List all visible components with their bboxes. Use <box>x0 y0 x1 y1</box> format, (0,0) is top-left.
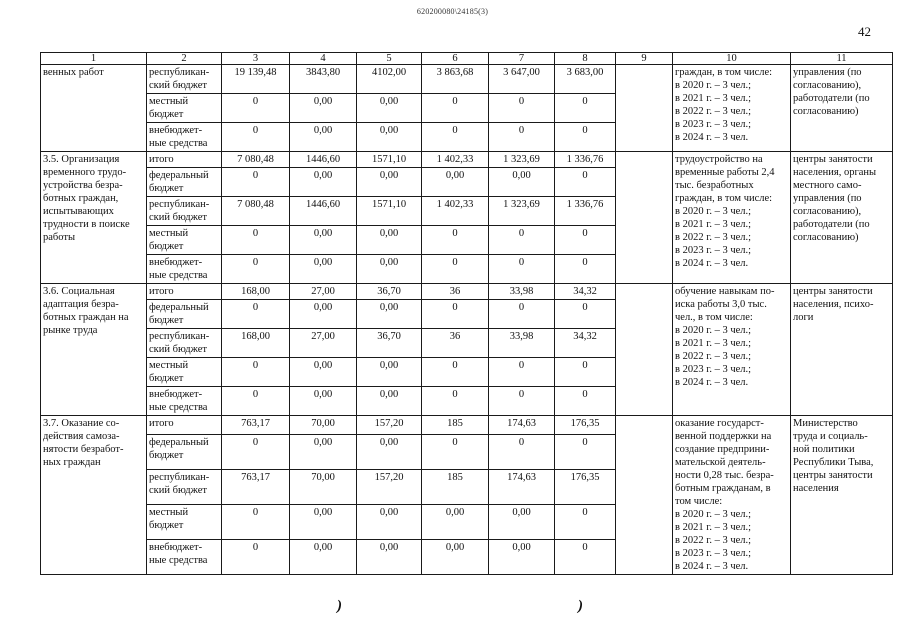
measure-title-line: ботных граждан на <box>43 312 129 323</box>
funding-source-line: республикан- <box>149 67 210 78</box>
amount-cell: 3 683,00 <box>555 65 616 94</box>
table-row <box>41 284 893 300</box>
amount-cell: 1446,60 <box>290 197 357 226</box>
measure-title-line: действия самоза- <box>43 431 120 442</box>
funding-source-line: бюджет <box>149 109 184 120</box>
column-number: 8 <box>555 53 616 65</box>
amount-cell: 36 <box>422 284 489 300</box>
amount-cell: 0,00 <box>422 540 489 575</box>
document-code: 620200080\24185(3) <box>416 7 489 16</box>
amount-cell: 0 <box>222 435 290 470</box>
responsible-executor-line: работодатели (по <box>793 219 870 230</box>
funding-source <box>147 123 222 152</box>
amount-cell: 0 <box>222 226 290 255</box>
responsible-executor-line: населения <box>793 483 839 494</box>
funding-source <box>147 197 222 226</box>
expected-result-line: оказание государст- <box>675 418 764 429</box>
amount-cell: 0 <box>555 168 616 197</box>
responsible-executor-line: местного само- <box>793 180 862 191</box>
amount-cell: 0 <box>555 255 616 284</box>
column-number: 1 <box>41 53 147 65</box>
expected-result-line: в 2023 г. – 3 чел.; <box>675 548 752 559</box>
amount-cell: 1 402,33 <box>422 197 489 226</box>
funding-source <box>147 540 222 575</box>
amount-cell: 0 <box>222 168 290 197</box>
expected-result-line: в 2022 г. – 3 чел.; <box>675 535 752 546</box>
responsible-executor <box>791 284 893 416</box>
budget-table <box>40 52 893 575</box>
amount-cell: 176,35 <box>555 470 616 505</box>
amount-cell: 19 139,48 <box>222 65 290 94</box>
funding-source-line: ные средства <box>149 555 208 567</box>
expected-result-line: в 2023 г. – 3 чел.; <box>675 119 752 130</box>
amount-cell: 0,00 <box>290 300 357 329</box>
amount-cell: 36,70 <box>357 329 422 358</box>
amount-cell: 1571,10 <box>357 152 422 168</box>
amount-cell: 0,00 <box>357 255 422 284</box>
expected-result-line: том числе: <box>675 496 723 507</box>
amount-cell: 1 323,69 <box>489 152 555 168</box>
funding-source-line: федеральный <box>149 302 209 313</box>
measure-title-line: устройства безра- <box>43 180 123 191</box>
responsible-executor-line: ной политики <box>793 444 855 455</box>
amount-cell: 0,00 <box>422 505 489 540</box>
amount-cell: 3843,80 <box>290 65 357 94</box>
column-number: 5 <box>357 53 422 65</box>
amount-cell: 0 <box>489 387 555 416</box>
amount-cell: 157,20 <box>357 416 422 435</box>
expected-result-line: в 2022 г. – 3 чел.; <box>675 106 752 117</box>
responsible-executor-line: согласованию) <box>793 232 859 243</box>
responsible-executor-line: Республики Тыва, <box>793 457 874 468</box>
amount-cell: 0,00 <box>357 387 422 416</box>
measure-title-line: трудности в поиске <box>43 219 130 230</box>
amount-cell: 0,00 <box>357 94 422 123</box>
funding-source <box>147 255 222 284</box>
funding-source-line: бюджет <box>149 315 184 326</box>
amount-cell: 3 863,68 <box>422 65 489 94</box>
amount-cell: 0 <box>422 435 489 470</box>
expected-result-line: чел., в том числе: <box>675 312 753 323</box>
funding-source-line: ский бюджет <box>149 485 207 497</box>
expected-result-line: обучение навыкам по- <box>675 286 775 297</box>
amount-cell: 0 <box>555 540 616 575</box>
measure-title-line: 3.7. Оказание со- <box>43 418 120 429</box>
funding-source <box>147 358 222 387</box>
amount-cell: 0 <box>555 300 616 329</box>
amount-cell: 33,98 <box>489 284 555 300</box>
amount-cell: 0 <box>489 94 555 123</box>
amount-cell: 0 <box>222 387 290 416</box>
amount-cell: 1 336,76 <box>555 152 616 168</box>
funding-source <box>147 300 222 329</box>
expected-result-line: мательской деятель- <box>675 457 766 468</box>
amount-cell: 0 <box>422 358 489 387</box>
amount-cell: 0 <box>422 123 489 152</box>
expected-result-line: в 2024 г. – 3 чел. <box>675 377 749 388</box>
funding-source <box>147 329 222 358</box>
amount-cell: 0,00 <box>357 123 422 152</box>
responsible-executor-line: центры занятости <box>793 470 873 481</box>
amount-cell: 763,17 <box>222 416 290 435</box>
amount-cell: 27,00 <box>290 329 357 358</box>
funding-source-line: внебюджет- <box>149 542 203 554</box>
amount-cell: 7 080,48 <box>222 197 290 226</box>
funding-source: итого <box>147 416 222 435</box>
expected-result-line: тыс. безработных <box>675 180 754 191</box>
amount-cell: 0 <box>489 226 555 255</box>
amount-cell: 34,32 <box>555 329 616 358</box>
amount-cell: 0 <box>222 540 290 575</box>
amount-cell: 174,63 <box>489 470 555 505</box>
expected-result-line: граждан, в том числе: <box>675 193 773 204</box>
expected-result-line: в 2021 г. – 3 чел.; <box>675 93 752 104</box>
expected-result <box>673 416 791 575</box>
responsible-executor-line: центры занятости <box>793 154 873 165</box>
column-number: 10 <box>673 53 791 65</box>
measure-title-line: нятости безработ- <box>43 444 124 455</box>
amount-cell: 34,32 <box>555 284 616 300</box>
amount-cell: 0,00 <box>357 435 422 470</box>
amount-cell: 157,20 <box>357 470 422 505</box>
amount-cell: 1 336,76 <box>555 197 616 226</box>
amount-cell: 0 <box>555 387 616 416</box>
expected-result <box>673 152 791 284</box>
funding-source <box>147 505 222 540</box>
amount-cell: 36,70 <box>357 284 422 300</box>
amount-cell: 0 <box>222 505 290 540</box>
funding-source-line: ский бюджет <box>149 80 207 91</box>
funding-source <box>147 94 222 123</box>
amount-cell: 0 <box>422 94 489 123</box>
funding-source <box>147 387 222 416</box>
expected-result-line: в 2023 г. – 3 чел.; <box>675 245 752 256</box>
funding-source <box>147 470 222 505</box>
funding-source-line: республикан- <box>149 331 210 342</box>
funding-source-line: ные средства <box>149 270 208 281</box>
responsible-executor-line: центры занятости <box>793 286 873 297</box>
responsible-executor-line: согласованию), <box>793 206 862 217</box>
expected-result-line: в 2021 г. – 3 чел.; <box>675 219 752 230</box>
funding-source-line: федеральный <box>149 170 209 181</box>
responsible-executor-line: работодатели (по <box>793 93 870 104</box>
amount-cell: 3 647,00 <box>489 65 555 94</box>
amount-cell: 1446,60 <box>290 152 357 168</box>
expected-result-line: в 2023 г. – 3 чел.; <box>675 364 752 375</box>
amount-cell: 0 <box>489 300 555 329</box>
amount-cell: 0,00 <box>357 358 422 387</box>
amount-cell: 1 402,33 <box>422 152 489 168</box>
amount-cell: 7 080,48 <box>222 152 290 168</box>
amount-cell: 0,00 <box>489 168 555 197</box>
expected-result-line: в 2021 г. – 3 чел.; <box>675 522 752 533</box>
measure-title-line: 3.5. Организация <box>43 154 120 165</box>
measure-title-line: ных граждан <box>43 457 101 468</box>
expected-result-line: в 2020 г. – 3 чел.; <box>675 325 752 336</box>
table-row <box>41 65 893 94</box>
amount-cell: 0 <box>222 300 290 329</box>
column-number: 4 <box>290 53 357 65</box>
amount-cell: 763,17 <box>222 470 290 505</box>
amount-cell: 0,00 <box>357 168 422 197</box>
measure-title-line: ботных граждан, <box>43 193 119 204</box>
funding-source-line: бюджет <box>149 450 184 462</box>
amount-cell: 0 <box>422 255 489 284</box>
responsible-executor-line: управления (по <box>793 193 862 204</box>
expected-result-line: в 2022 г. – 3 чел.; <box>675 232 752 243</box>
expected-result-line: в 2024 г. – 3 чел. <box>675 561 749 572</box>
column-number: 2 <box>147 53 222 65</box>
funding-source-line: внебюджет- <box>149 125 203 136</box>
column-number-row <box>41 53 893 65</box>
responsible-executor-line: управления (по <box>793 67 862 78</box>
amount-cell: 0,00 <box>290 94 357 123</box>
responsible-executor-line: населения, органы <box>793 167 877 178</box>
expected-result-line: в 2024 г. – 3 чел. <box>675 258 749 269</box>
amount-cell: 0,00 <box>290 540 357 575</box>
amount-cell: 0 <box>422 226 489 255</box>
column-number: 3 <box>222 53 290 65</box>
funding-source-line: внебюджет- <box>149 257 203 268</box>
page-number: 42 <box>858 24 871 39</box>
amount-cell: 0,00 <box>290 168 357 197</box>
expected-result-line: ности 0,28 тыс. безра- <box>675 470 774 481</box>
empty-cell <box>616 152 673 284</box>
amount-cell: 0,00 <box>290 387 357 416</box>
responsible-executor-line: согласованию), <box>793 80 862 91</box>
empty-cell <box>616 284 673 416</box>
expected-result-line: венной поддержки на <box>675 431 772 442</box>
amount-cell: 0,00 <box>357 505 422 540</box>
amount-cell: 168,00 <box>222 329 290 358</box>
funding-source-line: ский бюджет <box>149 344 207 355</box>
funding-source-line: местный <box>149 360 189 371</box>
measure-title <box>41 416 147 575</box>
amount-cell: 27,00 <box>290 284 357 300</box>
amount-cell: 0 <box>222 358 290 387</box>
amount-cell: 0 <box>555 358 616 387</box>
funding-source-line: внебюджет- <box>149 389 203 400</box>
amount-cell: 0 <box>422 387 489 416</box>
amount-cell: 0 <box>555 435 616 470</box>
responsible-executor <box>791 65 893 152</box>
table-row <box>41 416 893 435</box>
funding-source-line: ский бюджет <box>149 212 207 223</box>
column-number: 9 <box>616 53 673 65</box>
amount-cell: 0,00 <box>290 358 357 387</box>
amount-cell: 176,35 <box>555 416 616 435</box>
measure-title-line: работы <box>43 232 76 243</box>
funding-source-line: республикан- <box>149 472 210 484</box>
amount-cell: 0 <box>222 255 290 284</box>
amount-cell: 0,00 <box>290 123 357 152</box>
funding-source-line: федеральный <box>149 437 209 449</box>
amount-cell: 0 <box>489 123 555 152</box>
funding-source <box>147 168 222 197</box>
amount-cell: 1571,10 <box>357 197 422 226</box>
amount-cell: 174,63 <box>489 416 555 435</box>
measure-title-line: адаптация безра- <box>43 299 119 310</box>
amount-cell: 70,00 <box>290 470 357 505</box>
measure-title-line: временного трудо- <box>43 167 127 178</box>
amount-cell: 0,00 <box>489 540 555 575</box>
expected-result <box>673 284 791 416</box>
funding-source-line: республикан- <box>149 199 210 210</box>
expected-result-line: иска работы 3,0 тыс. <box>675 299 767 310</box>
responsible-executor-line: труда и социаль- <box>793 431 868 442</box>
amount-cell: 0,00 <box>290 505 357 540</box>
amount-cell: 36 <box>422 329 489 358</box>
expected-result-line: ботным гражданам, в <box>675 483 771 494</box>
amount-cell: 0,00 <box>422 168 489 197</box>
funding-source-line: ные средства <box>149 138 208 149</box>
amount-cell: 4102,00 <box>357 65 422 94</box>
amount-cell: 0 <box>555 505 616 540</box>
column-number: 11 <box>791 53 893 65</box>
amount-cell: 0,00 <box>357 300 422 329</box>
funding-source-line: местный <box>149 507 189 519</box>
funding-source-line: местный <box>149 96 189 107</box>
funding-source-line: бюджет <box>149 183 184 194</box>
expected-result-line: временные работы 2,4 <box>675 167 775 178</box>
expected-result-line: трудоустройство на <box>675 154 763 165</box>
funding-source: итого <box>147 152 222 168</box>
amount-cell: 0 <box>489 358 555 387</box>
measure-title-line: 3.6. Социальная <box>43 286 115 297</box>
amount-cell: 0,00 <box>290 255 357 284</box>
funding-source-line: местный <box>149 228 189 239</box>
measure-title <box>41 65 147 152</box>
amount-cell: 0 <box>489 255 555 284</box>
expected-result-line: граждан, в том числе: <box>675 67 773 78</box>
empty-cell <box>616 65 673 152</box>
amount-cell: 0 <box>222 94 290 123</box>
expected-result-line: в 2020 г. – 3 чел.; <box>675 80 752 91</box>
expected-result <box>673 65 791 152</box>
amount-cell: 0 <box>555 226 616 255</box>
expected-result-line: в 2020 г. – 3 чел.; <box>675 206 752 217</box>
amount-cell: 70,00 <box>290 416 357 435</box>
funding-source-line: бюджет <box>149 373 184 384</box>
amount-cell: 0,00 <box>489 505 555 540</box>
amount-cell: 0 <box>555 94 616 123</box>
measure-title-line: венных работ <box>43 67 104 78</box>
funding-source <box>147 226 222 255</box>
funding-source-line: ные средства <box>149 402 208 413</box>
measure-title-line: испытывающих <box>43 206 114 217</box>
amount-cell: 33,98 <box>489 329 555 358</box>
amount-cell: 0,00 <box>290 226 357 255</box>
responsible-executor-line: согласованию) <box>793 106 859 117</box>
measure-title <box>41 152 147 284</box>
amount-cell: 0,00 <box>357 226 422 255</box>
table-row <box>41 152 893 168</box>
expected-result-line: создание предприни- <box>675 444 770 455</box>
measure-title-line: рынке труда <box>43 325 98 336</box>
amount-cell: 0 <box>489 435 555 470</box>
expected-result-line: в 2022 г. – 3 чел.; <box>675 351 752 362</box>
amount-cell: 0 <box>555 123 616 152</box>
amount-cell: 0 <box>222 123 290 152</box>
amount-cell: 0 <box>422 300 489 329</box>
funding-source-line: бюджет <box>149 241 184 252</box>
amount-cell: 185 <box>422 416 489 435</box>
responsible-executor-line: Министерство <box>793 418 858 429</box>
empty-cell <box>616 416 673 575</box>
amount-cell: 0,00 <box>290 435 357 470</box>
responsible-executor <box>791 416 893 575</box>
amount-cell: 185 <box>422 470 489 505</box>
responsible-executor <box>791 152 893 284</box>
expected-result-line: в 2020 г. – 3 чел.; <box>675 509 752 520</box>
amount-cell: 1 323,69 <box>489 197 555 226</box>
funding-source <box>147 435 222 470</box>
funding-source <box>147 65 222 94</box>
measure-title <box>41 284 147 416</box>
column-number: 7 <box>489 53 555 65</box>
funding-source: итого <box>147 284 222 300</box>
responsible-executor-line: логи <box>793 312 814 323</box>
funding-source-line: бюджет <box>149 520 184 532</box>
column-number: 6 <box>422 53 489 65</box>
handwritten-mark: ) <box>337 598 342 614</box>
expected-result-line: в 2024 г. – 3 чел. <box>675 132 749 143</box>
amount-cell: 168,00 <box>222 284 290 300</box>
amount-cell: 0,00 <box>357 540 422 575</box>
responsible-executor-line: населения, психо- <box>793 299 874 310</box>
handwritten-mark: ) <box>578 598 583 614</box>
expected-result-line: в 2021 г. – 3 чел.; <box>675 338 752 349</box>
